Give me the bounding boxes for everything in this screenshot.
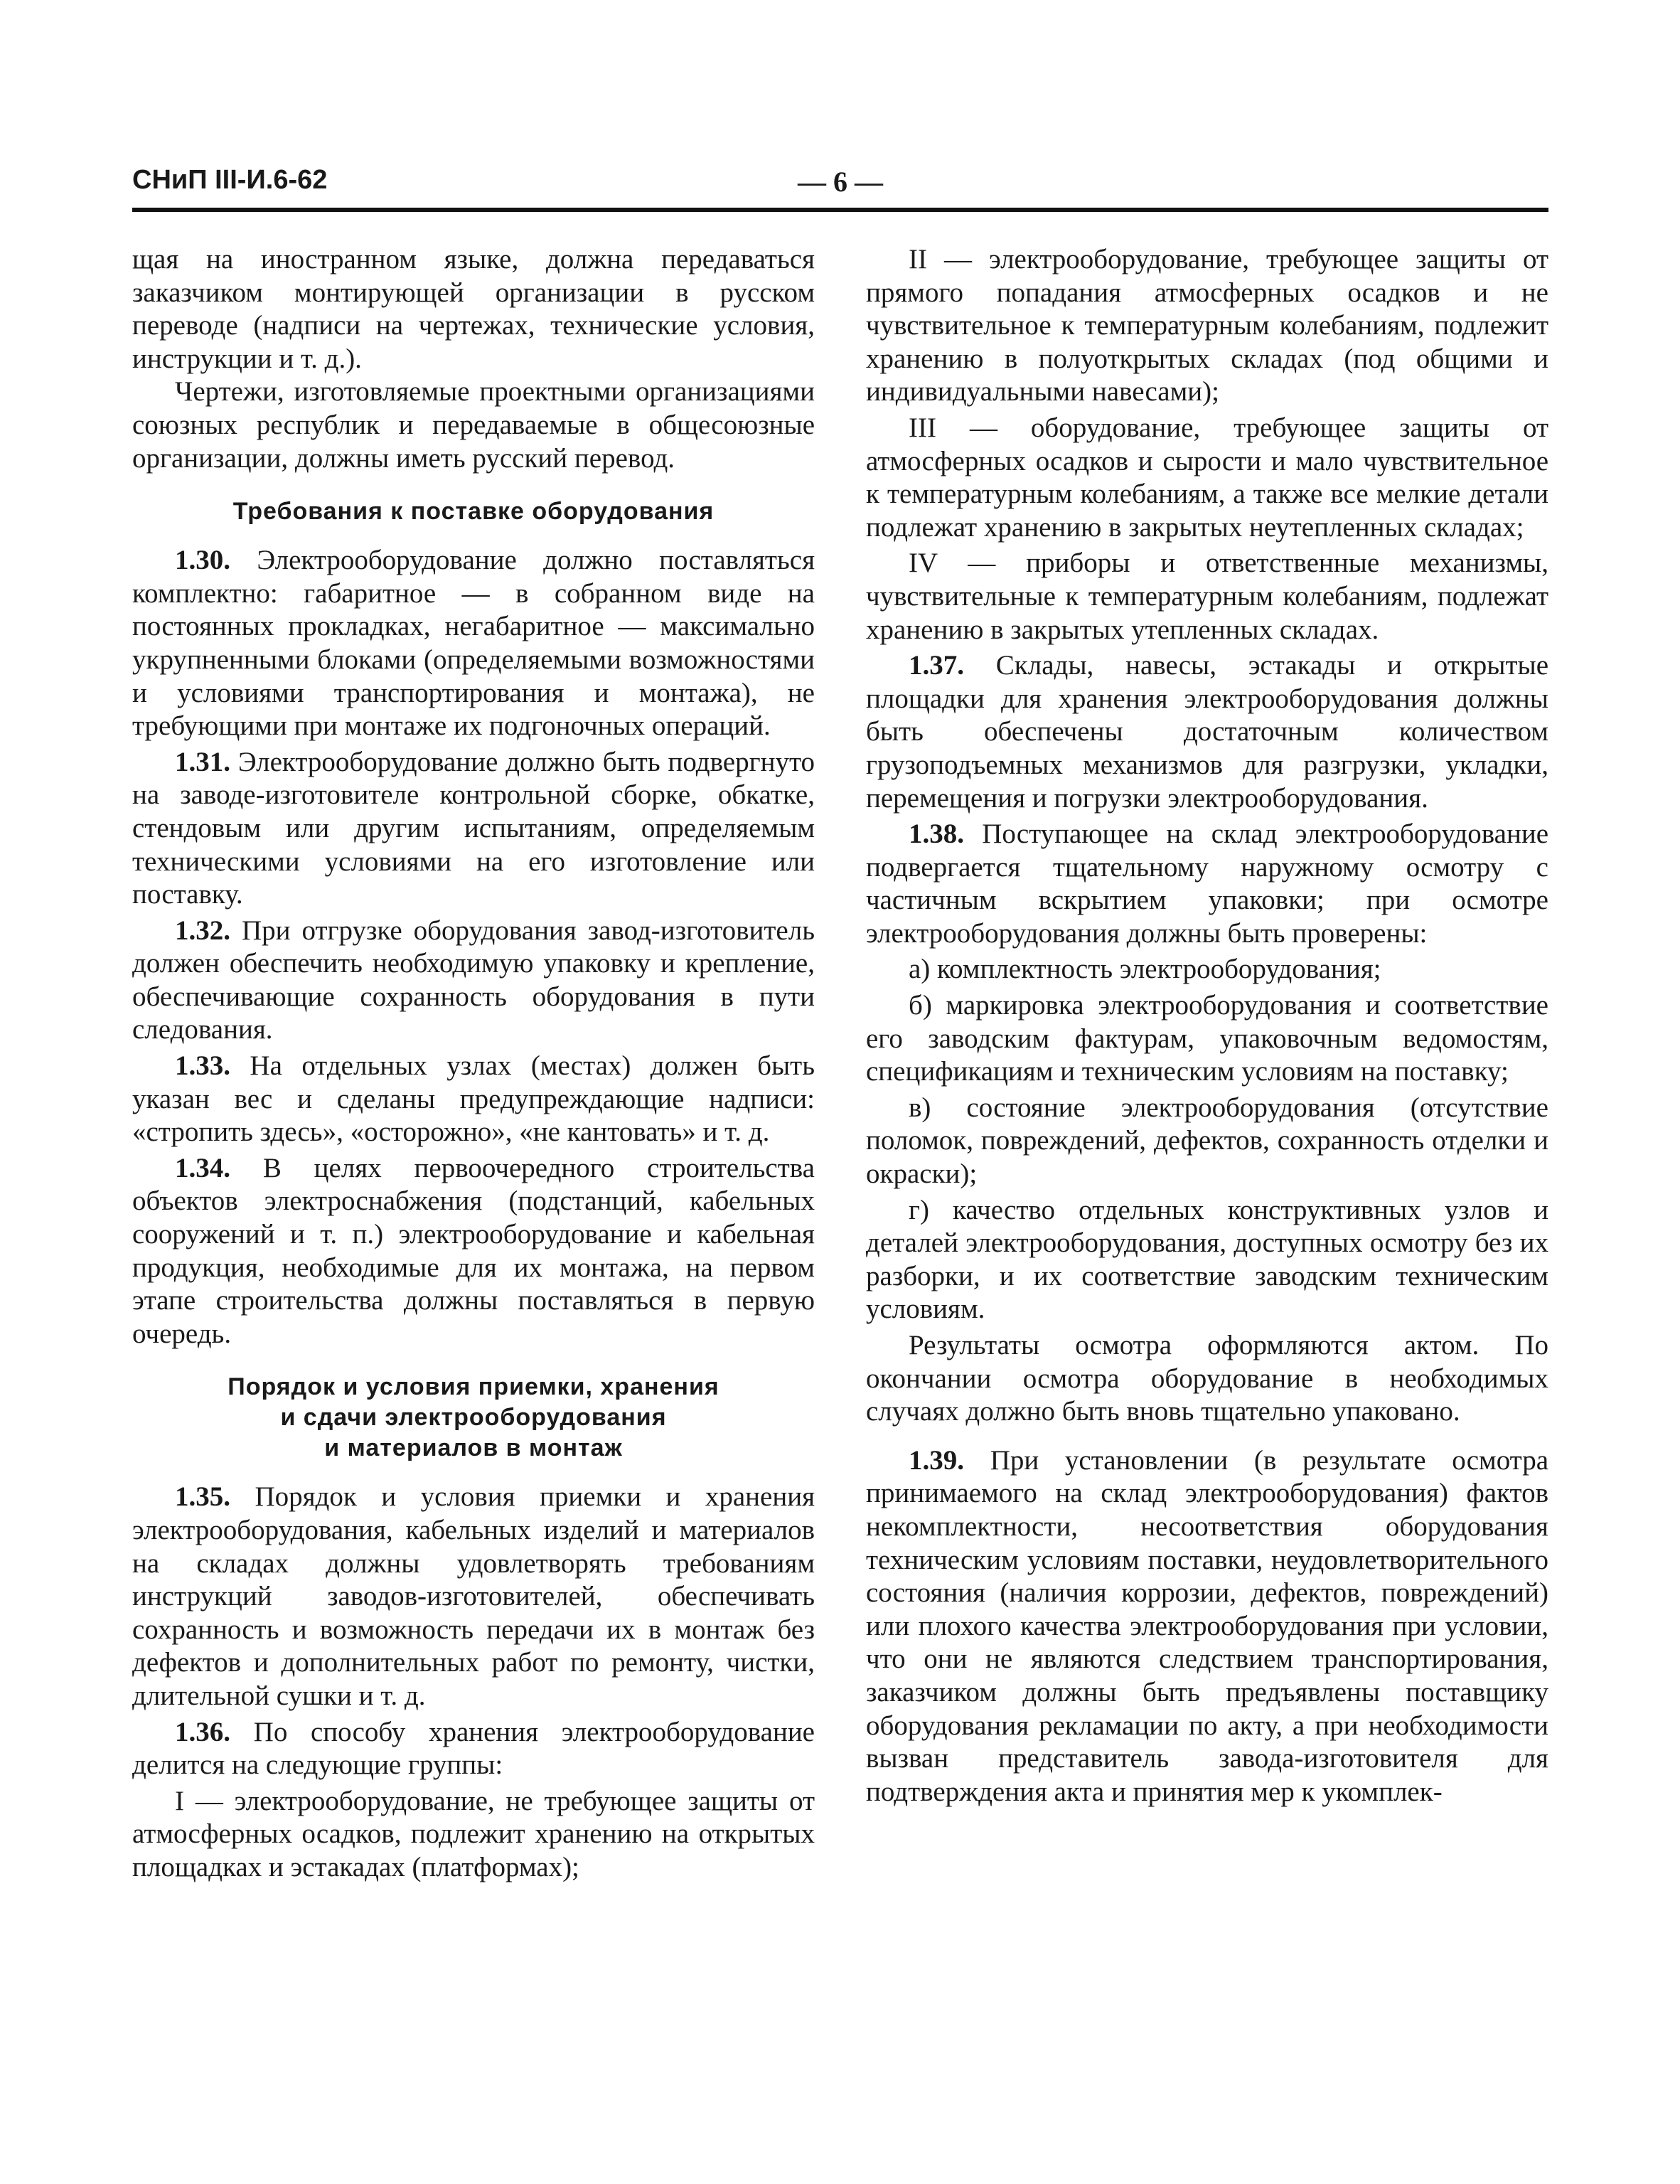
clause-number: 1.31.: [175, 746, 230, 777]
heading-line: и материалов в монтаж: [324, 1434, 623, 1462]
list-item-b: б) маркировка электрооборудования и соответствие его заводским фактурам, упаковочным ведомостям, спецификациям и техническим условиям на поставку;: [866, 990, 1548, 1087]
clause-text: Склады, навесы, эстакады и открытые площадки для хранения электрооборудования должны быть обеспечены достаточным количеством грузоподъемных механизмов для разгрузки, укладки, перемещения и погрузки электрооборудования.: [866, 650, 1549, 814]
clause-1-34: [132, 1152, 815, 1351]
storage-group-3: III — оборудование, требующее защиты от атмосферных осадков и сырости и мало чувствительное к температурным колебаниям, а также все мелкие детали подлежат хранению в закрытых неутепленных складах;: [866, 412, 1548, 543]
clause-number: 1.38.: [909, 819, 964, 850]
clause-text: При установлении (в результате осмотра принимаемого на склад электрооборудования) фактов некомплектности, несоответствия оборудования техническим условиям поставки, неудовлетворительного состояния (наличия коррозии, дефектов, повреждений) или плохого качества электрооборудования при условии, что они не являются следствием транспортирования, заказчиком должны быть предъявлены поставщику оборудования рекламации по акту, а при необходимости вызван представитель завода-изготовителя для подтверждения акта и принятия мер к укомплек-: [866, 1444, 1549, 1807]
clause-text: Электрооборудование должно быть подвергнуто на заводе-изготовителе контрольной сборке, обкатке, стендовым или другим испытаниям, определяемым техническими условиями на его изготовление или поставку.: [132, 746, 815, 910]
clause-number: 1.32.: [175, 915, 230, 946]
clause-1-35: [132, 1481, 815, 1712]
right-column: [866, 243, 1548, 1809]
clause-text: В целях первоочередного строительства объектов электроснабжения (подстанций, кабельных сооружений и т. п.) электрооборудование и кабельная продукция, необходимые для их монтажа, на первом этапе строительства должны поставляться в первую очередь.: [132, 1152, 815, 1349]
clause-text: По способу хранения электрооборудование делится на следующие группы:: [132, 1716, 815, 1781]
paragraph-results: Результаты осмотра оформляются актом. По окончании осмотра оборудование в необходимых случаях должно быть вновь тщательно упаковано.: [866, 1330, 1548, 1427]
storage-group-4: IV — приборы и ответственные механизмы, чувствительные к температурным колебаниям, подлежат хранению в закрытых утепленных складах.: [866, 548, 1548, 645]
page-number: — 6 —: [798, 166, 883, 198]
section-heading-supply: Требования к поставке оборудования: [232, 498, 715, 526]
clause-1-30: [132, 544, 815, 743]
page-header: [132, 165, 1548, 201]
left-column: [132, 243, 815, 1885]
paragraph-drawings: Чертежи, изготовляемые проектными организациями союзных республик и передаваемые в общесоюзные организации, должны иметь русский перевод.: [132, 376, 815, 474]
clause-1-39: [866, 1444, 1548, 1809]
clause-text: Порядок и условия приемки и хранения электрооборудования, кабельных изделий и материалов на складах должны удовлетворять требованиям инструкций заводов-изготовителей, обеспечивать сохранность и возможность передачи их в монтаж без дефектов и дополнительных работ по ремонту, чистки, длительной сушки и т. д.: [132, 1481, 815, 1711]
section-heading-acceptance: [132, 1372, 815, 1464]
clause-1-32: [132, 915, 815, 1047]
clause-1-33: [132, 1050, 815, 1149]
clause-number: 1.34.: [175, 1152, 230, 1183]
clause-text: На отдельных узлах (местах) должен быть указан вес и сделаны предупреждающие надписи: «стропить здесь», «осторожно», «не кантовать» и т. д.: [132, 1050, 815, 1148]
storage-group-2: II — электрооборудование, требующее защиты от прямого попадания атмосферных осадков и не чувствительное к температурным колебаниям, подлежит хранению в полуоткрытых складах (под общими и индивидуальными навесами);: [866, 244, 1548, 407]
clause-number: 1.36.: [175, 1716, 230, 1747]
clause-text: При отгрузке оборудования завод-изготовитель должен обеспечить необходимую упаковку и крепление, обеспечивающие сохранность оборудования в пути следования.: [132, 915, 815, 1045]
clause-number: 1.33.: [175, 1050, 230, 1082]
clause-number: 1.35.: [175, 1481, 230, 1513]
heading-line: Порядок и условия приемки, хранения: [228, 1373, 719, 1401]
clause-number: 1.37.: [909, 650, 964, 681]
header-rule: [132, 208, 1548, 212]
clause-1-37: [866, 649, 1548, 815]
storage-group-1: I — электрооборудование, не требующее защиты от атмосферных осадков, подлежит хранению на открытых площадках и эстакадах (платформах);: [132, 1785, 815, 1882]
clause-text: Поступающее на склад электрооборудование подвергается тщательному наружному осмотру с частичным вскрытием упаковки; при осмотре электрооборудования должны быть проверены:: [866, 819, 1549, 949]
document-code: СНиП III-И.6-62: [132, 165, 328, 195]
clause-text: Электрооборудование должно поставляться комплектно: габаритное — в собранном виде на постоянных прокладках, негабаритное — максимально укрупненными блоками (определяемыми возможностями и условиями транспортирования и монтажа), не требующими при монтаже их подгоночных операций.: [132, 545, 815, 742]
list-item-a: а) комплектность электрооборудования;: [909, 954, 1381, 985]
clause-1-36: [132, 1716, 815, 1782]
clause-number: 1.30.: [175, 545, 230, 576]
clause-1-31: [132, 746, 815, 912]
paragraph-continuation: щая на иностранном языке, должна передаваться заказчиком монтирующей организации в русском переводе (надписи на чертежах, технические условия, инструкции и т. д.).: [132, 244, 815, 374]
heading-line: и сдачи электрооборудования: [280, 1404, 667, 1432]
list-item-v: в) состояние электрооборудования (отсутствие поломок, повреждений, дефектов, сохранность отделки и окраски);: [866, 1092, 1548, 1190]
clause-number: 1.39.: [909, 1444, 964, 1476]
clause-1-38: [866, 818, 1548, 950]
list-item-g: г) качество отдельных конструктивных узлов и деталей электрооборудования, доступных осмотру без их разборки, и их соответствие заводским техническим условиям.: [866, 1194, 1548, 1325]
